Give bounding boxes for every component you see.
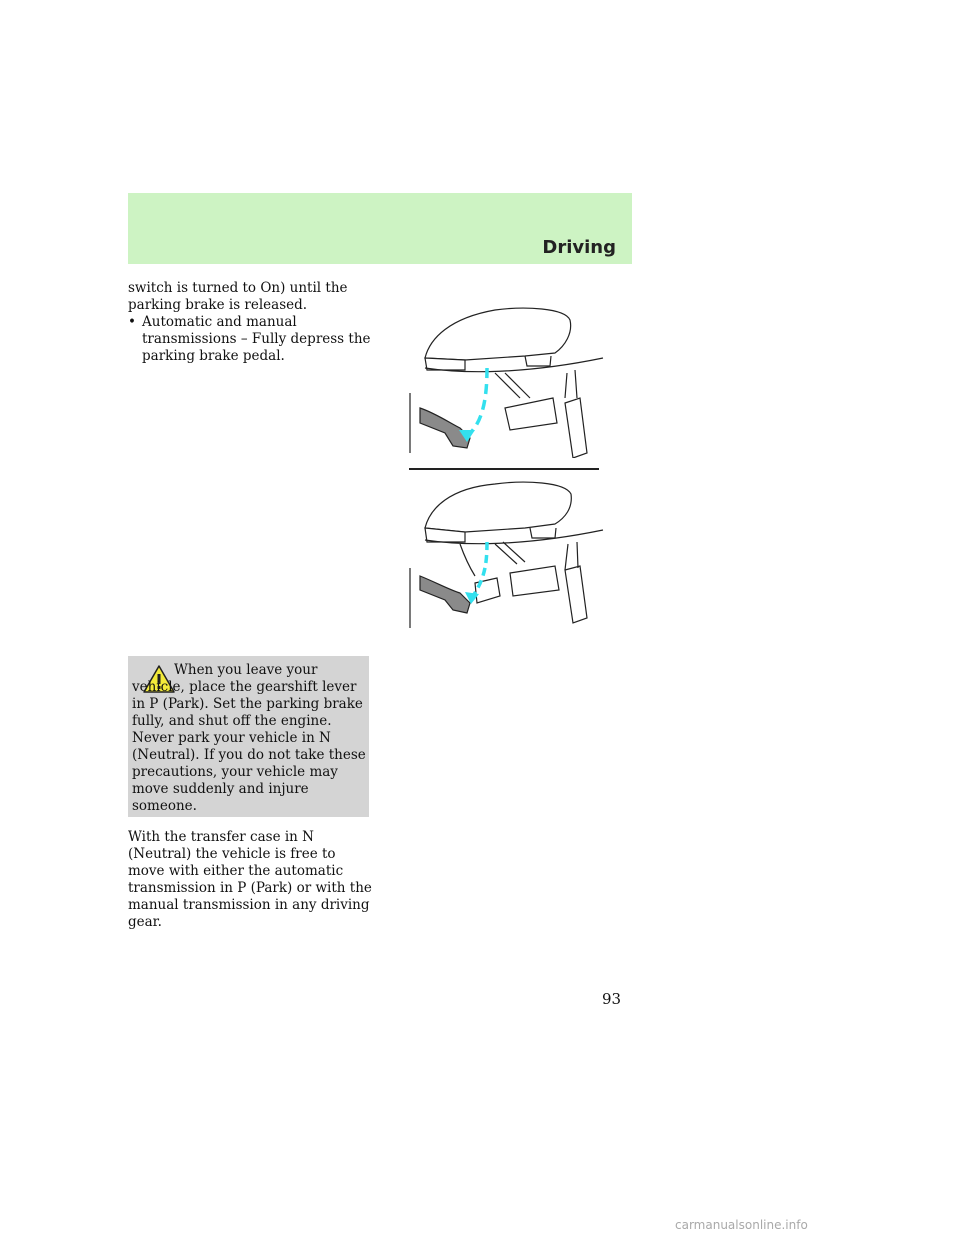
figure-divider xyxy=(409,468,599,470)
page-number: 93 xyxy=(602,990,622,1008)
warning-box xyxy=(128,656,369,817)
warning-text-block xyxy=(132,662,366,815)
intro-paragraph: switch is turned to On) until the parking brake is released. xyxy=(128,280,348,313)
section-header xyxy=(128,193,632,264)
parking-brake-pedal-illustration xyxy=(405,298,605,458)
transfer-case-paragraph: With the transfer case in N (Neutral) the vehicle is free to move with either the automatic transmission in P (Park) or with the manual transmission in any driving gear. xyxy=(128,829,372,930)
watermark: carmanualsonline.info xyxy=(675,1218,808,1232)
parking-brake-pedal-release-illustration xyxy=(405,478,605,628)
bullet-text: Automatic and manual transmissions – Fully depress the parking brake pedal. xyxy=(142,314,371,364)
warning-text: When you leave your vehicle, place the gearshift lever in P (Park). Set the parking brake fully, and shut off the engine. Never park your vehicle in N (Neutral). If you do not take these precautions, your vehicle may move suddenly and injure someone. xyxy=(132,662,366,814)
bullet-item xyxy=(128,314,376,365)
section-title: Driving xyxy=(542,237,616,258)
bullet-dot: • xyxy=(128,314,136,330)
